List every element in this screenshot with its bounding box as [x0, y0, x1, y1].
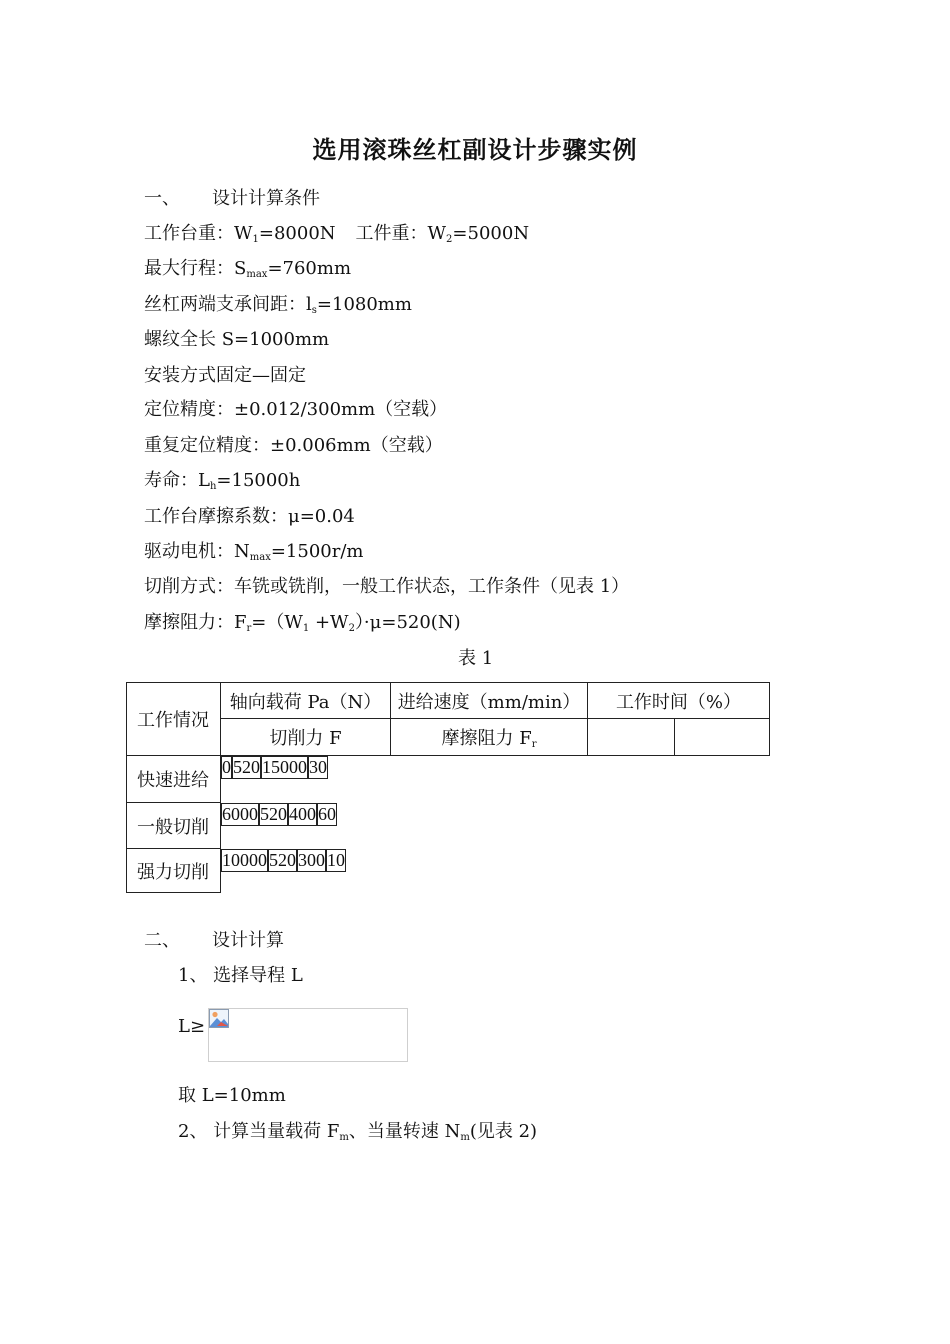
life-line	[144, 469, 300, 493]
table-weight-value: =8000N	[258, 223, 336, 244]
header-feed-speed: 进给速度（mm/min）	[391, 683, 588, 719]
motor-label: 驱动电机：N	[144, 541, 250, 562]
stroke-line	[144, 257, 351, 281]
resist-sub: r	[246, 623, 252, 634]
row-time: 10	[327, 849, 345, 870]
row-cutting-force: 0	[222, 757, 231, 777]
lead-result: 取 L=10mm	[178, 1085, 286, 1106]
stroke-label: 最大行程：S	[144, 258, 247, 279]
header-empty-cell-1	[588, 719, 675, 756]
row-friction: 520	[233, 757, 260, 777]
resist-mid-2: +W	[309, 612, 349, 633]
table-header-row-1	[127, 683, 770, 719]
motor-sub: max	[249, 552, 271, 563]
formula-image	[208, 1008, 408, 1062]
stroke-value: =760mm	[267, 258, 352, 279]
broken-image-icon	[209, 1009, 229, 1028]
thread-length-line: 螺纹全长 S=1000mm	[144, 329, 330, 350]
resist-end: ）·μ=520(N)	[354, 612, 461, 633]
section-2-number: 二、	[144, 930, 180, 951]
support-value: =1080mm	[316, 294, 412, 315]
section-2-title: 设计计算	[212, 930, 284, 951]
repeat-positioning-line: 重复定位精度：±0.006mm（空载）	[144, 435, 443, 456]
row-friction: 520	[260, 803, 287, 824]
row-time: 60	[318, 803, 336, 824]
motor-value: =1500r/m	[270, 541, 364, 562]
lead-formula-prefix: L≥	[178, 1016, 206, 1037]
document-title: 选用滚珠丝杠副设计步骤实例	[312, 135, 638, 164]
section-1-title: 设计计算条件	[212, 188, 320, 209]
stroke-sub: max	[246, 269, 268, 280]
section-1-heading	[144, 187, 320, 211]
header-friction-resistance	[391, 719, 588, 756]
table-weight-label: 工作台重：W	[144, 223, 253, 244]
row-cutting-force: 10000	[222, 849, 267, 870]
row-time: 30	[309, 757, 327, 777]
friction-resistance-line	[144, 611, 461, 635]
life-value: =15000h	[216, 470, 301, 491]
header-friction-label: 摩擦阻力 F	[441, 728, 532, 749]
step-2-mid: 、当量转速 N	[348, 1121, 461, 1142]
working-conditions-table	[126, 682, 770, 893]
step-2-prefix: 2、 计算当量载荷 F	[178, 1121, 340, 1142]
row-speed: 400	[289, 803, 316, 824]
work-weight-label: 工件重：W	[355, 223, 447, 244]
step-2-sub-1: m	[339, 1132, 349, 1143]
cutting-line: 切削方式：车铣或铣削，一般工作状态，工作条件（见表 1）	[144, 576, 630, 597]
step-2-suffix: (见表 2)	[469, 1121, 538, 1142]
support-label: 丝杠两端支承间距：l	[144, 294, 312, 315]
work-weight-value: =5000N	[452, 223, 530, 244]
step-2-label	[178, 1120, 537, 1144]
header-axial-load: 轴向载荷 Pa（N）	[221, 683, 391, 719]
motor-line	[144, 540, 363, 564]
row-name: 强力切削	[127, 849, 221, 893]
table-row	[127, 849, 770, 893]
row-friction: 520	[269, 849, 296, 870]
row-speed: 300	[298, 849, 325, 870]
table-header-row-2	[127, 719, 770, 756]
resist-sub-2: 2	[348, 623, 355, 634]
resist-label: 摩擦阻力：F	[144, 612, 247, 633]
section-2-heading	[144, 929, 284, 953]
header-cutting-force: 切削力 F	[221, 719, 391, 756]
resist-mid: =（W	[251, 612, 303, 633]
row-name: 一般切削	[127, 803, 221, 849]
friction-coef-line: 工作台摩擦系数：μ=0.04	[144, 506, 355, 527]
header-empty-cell-2	[675, 719, 770, 756]
header-condition: 工作情况	[127, 683, 221, 756]
resist-sub-1: 1	[302, 623, 310, 634]
table-row	[127, 803, 770, 849]
row-cutting-force: 6000	[222, 803, 258, 824]
life-sub: h	[209, 481, 217, 492]
table-row	[127, 756, 770, 803]
positioning-line: 定位精度：±0.012/300mm（空载）	[144, 399, 448, 420]
weight-line	[144, 222, 529, 246]
row-name: 快速进给	[127, 756, 221, 803]
header-friction-sub: r	[531, 739, 537, 750]
row-speed: 15000	[262, 757, 307, 777]
support-line	[144, 293, 412, 317]
life-label: 寿命：L	[144, 470, 210, 491]
work-weight-sub: 2	[446, 234, 453, 245]
mounting-line: 安装方式固定—固定	[144, 365, 306, 386]
support-sub: s	[311, 305, 317, 316]
header-work-time: 工作时间（%）	[588, 683, 770, 719]
table-weight-sub: 1	[252, 234, 259, 245]
step-2-sub-2: m	[460, 1132, 470, 1143]
table-1-caption: 表 1	[458, 648, 494, 669]
section-1-number: 一、	[144, 188, 180, 209]
step-1-label: 1、 选择导程 L	[178, 965, 303, 986]
